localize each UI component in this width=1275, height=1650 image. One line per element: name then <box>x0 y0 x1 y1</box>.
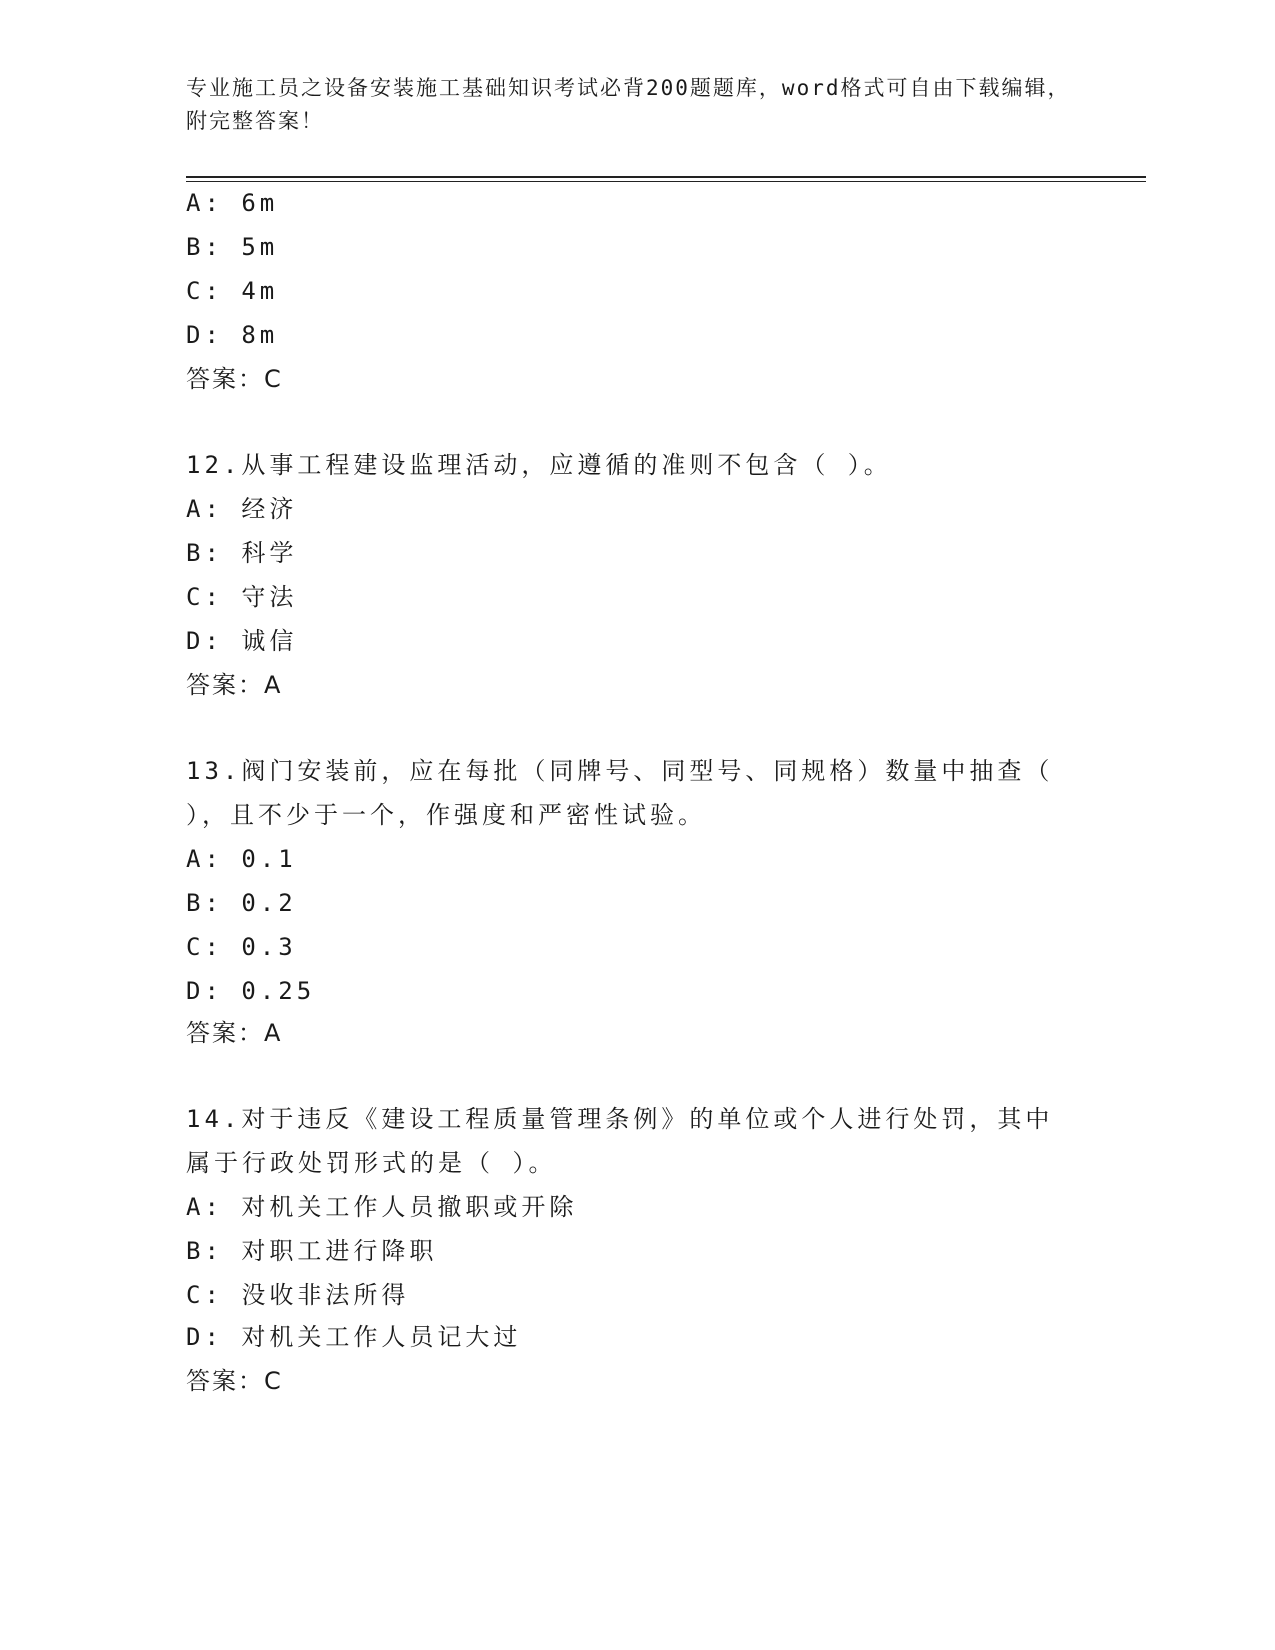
q12-answer: 答案：A <box>186 671 283 699</box>
q14-question-line2: 属于行政处罚形式的是（ ）。 <box>186 1149 557 1177</box>
header-divider-thin <box>186 181 1146 182</box>
q11-option-a: A: 6m <box>186 189 279 217</box>
q14-option-c: C: 没收非法所得 <box>186 1281 410 1309</box>
q12-option-d: D: 诚信 <box>186 627 298 655</box>
header-divider-thick <box>186 176 1146 178</box>
q14-option-a: A: 对机关工作人员撤职或开除 <box>186 1193 578 1221</box>
q14-question-line1: 14.对于违反《建设工程质量管理条例》的单位或个人进行处罚，其中 <box>186 1105 1054 1133</box>
q13-option-c: C: 0.3 <box>186 933 297 961</box>
q14-option-d: D: 对机关工作人员记大过 <box>186 1323 522 1351</box>
q13-question-line1: 13.阀门安装前，应在每批（同牌号、同型号、同规格）数量中抽查（ <box>186 757 1054 785</box>
q11-option-d: D: 8m <box>186 321 279 349</box>
q13-option-d: D: 0.25 <box>186 977 316 1005</box>
q13-question-line2: ），且不少于一个，作强度和严密性试验。 <box>186 801 706 829</box>
q11-option-c: C: 4m <box>186 277 279 305</box>
q11-option-b: B: 5m <box>186 233 279 261</box>
q13-answer: 答案：A <box>186 1019 283 1047</box>
q14-option-b: B: 对职工进行降职 <box>186 1237 438 1265</box>
document-header: 专业施工员之设备安装施工基础知识考试必背200题题库，word格式可自由下载编辑，附完整答案！ <box>186 76 1071 133</box>
q14-answer: 答案：C <box>186 1367 283 1395</box>
q12-option-c: C: 守法 <box>186 583 298 611</box>
q12-option-a: A: 经济 <box>186 495 298 523</box>
q12-question: 12.从事工程建设监理活动，应遵循的准则不包含（ ）。 <box>186 451 892 479</box>
q13-option-b: B: 0.2 <box>186 889 297 917</box>
q12-option-b: B: 科学 <box>186 539 298 567</box>
q11-answer: 答案：C <box>186 365 283 393</box>
q13-option-a: A: 0.1 <box>186 845 297 873</box>
